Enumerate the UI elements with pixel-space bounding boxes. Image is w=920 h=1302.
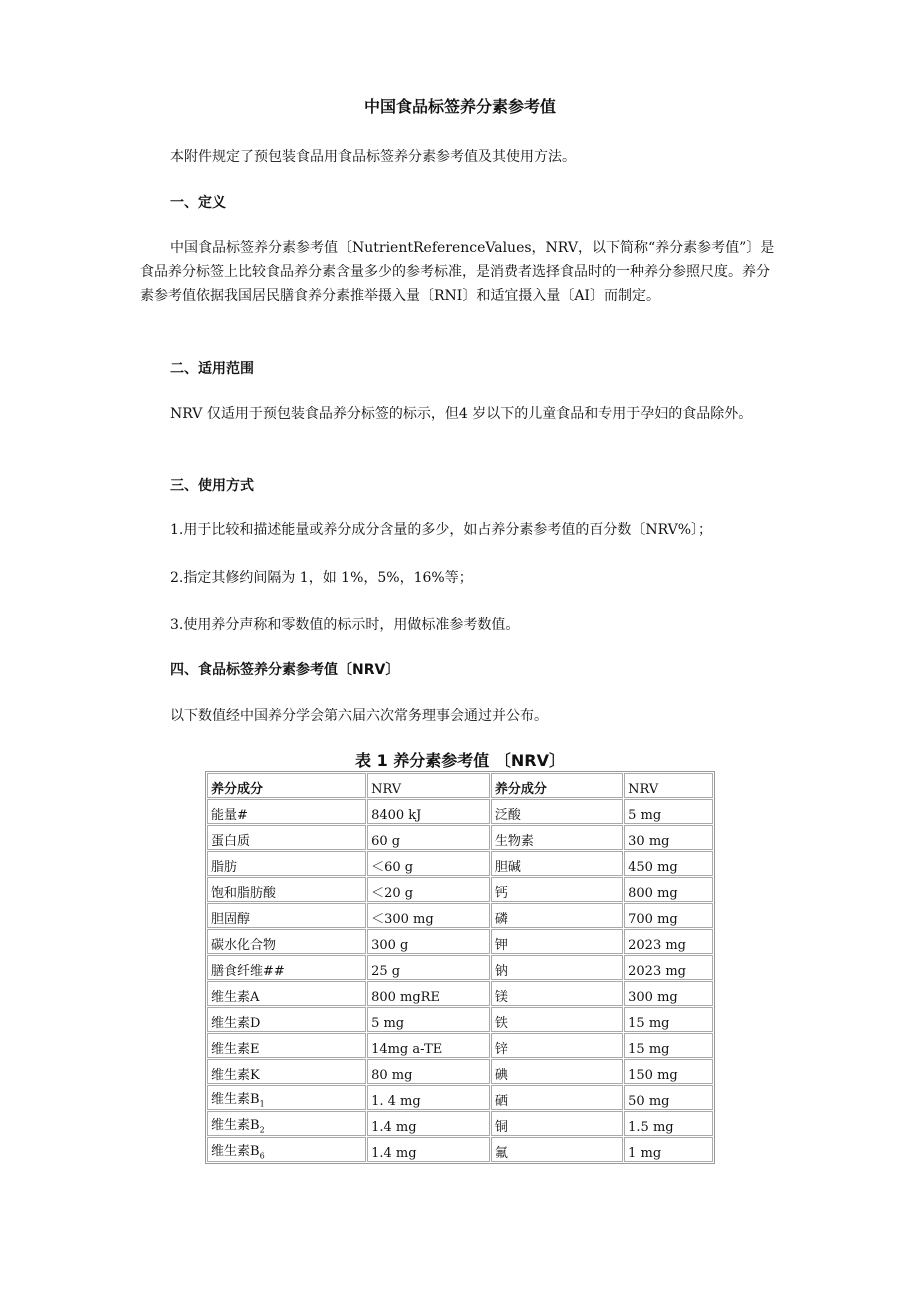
table-cell: 膳食纤维## [207,955,366,980]
table-cell [207,1137,366,1162]
table-header-row [207,773,713,798]
section-heading-usage: 三、使用方式 [170,478,254,494]
table-cell: 25 g [367,955,490,980]
table-row [207,955,713,980]
table-cell: 维生素A [207,981,366,1006]
table-cell: 饱和脂肪酸 [207,877,366,902]
table-cell: 蛋白质 [207,825,366,850]
table-cell: 800 mg [624,877,713,902]
table-row [207,929,713,954]
section-heading-nrv: 四、食品标签养分素参考值〔NRV〕 [170,662,400,678]
nrv-intro-paragraph: 以下数值经中国养分学会第六届六次常务理事会通过并公布。 [170,708,548,724]
scope-paragraph: NRV 仅适用于预包装食品养分标签的标示，但4 岁以下的儿童食品和专用于孕妇的食品除外。 [170,406,753,422]
table-cell: ＜20 g [367,877,490,902]
table-cell: 泛酸 [491,799,623,824]
table-row [207,799,713,824]
nutrient-label: 维生素B [211,1092,260,1108]
usage-item-1: 1.用于比较和描述能量或养分成分含量的多少，如占养分素参考值的百分数〔NRV%〕； [170,522,713,538]
subscript: 6 [259,1152,265,1161]
table-cell: 钙 [491,877,623,902]
table-cell [207,1111,366,1136]
table-row [207,1137,713,1162]
table-cell: 5 mg [367,1007,490,1032]
usage-item-3: 3.使用养分声称和零数值的标示时，用做标准参考数值。 [170,617,520,633]
table-cell: 硒 [491,1085,623,1110]
subscript: 1 [259,1100,265,1109]
section-heading-scope: 二、适用范围 [170,361,254,377]
table-cell: 能量# [207,799,366,824]
table-row [207,1085,713,1110]
table-cell: 维生素E [207,1033,366,1058]
table-row [207,981,713,1006]
nutrient-label: 维生素B [211,1118,260,1134]
table-row [207,1059,713,1084]
table-cell: 50 mg [624,1085,713,1110]
table-cell: 镁 [491,981,623,1006]
table-cell: 脂肪 [207,851,366,876]
table-cell: 钠 [491,955,623,980]
page-title: 中国食品标签养分素参考值 [363,97,556,116]
table-cell: 8400 kJ [367,799,490,824]
table-cell: 150 mg [624,1059,713,1084]
table-cell: 60 g [367,825,490,850]
table-cell: ＜300 mg [367,903,490,928]
table-row [207,903,713,928]
table-cell: 15 mg [624,1007,713,1032]
table-cell: 胆固醇 [207,903,366,928]
nutrient-label: 维生素B [211,1144,260,1160]
intro-paragraph: 本附件规定了预包装食品用食品标签养分素参考值及其使用方法。 [170,149,576,165]
table-cell: 1.4 mg [367,1111,490,1136]
table-cell: 14mg a-TE [367,1033,490,1058]
definition-paragraph: 中国食品标签养分素参考值〔NutrientReferenceValues，NRV，以下简称“养分素参考值”〕是食品养分标签上比较食品养分素含量多少的参考标准，是消费者选择食品时的一种养分参照尺度。养分素参考值依据我国居民膳食养分素推举摄入量〔RNI〕和适宜摄入量〔AI〕而制定。 [140,240,775,304]
table-row [207,877,713,902]
header-nutrient: 养分成分 [207,773,366,798]
table-cell: 氟 [491,1137,623,1162]
table-cell [207,1085,366,1110]
table-cell: 维生素K [207,1059,366,1084]
table-cell: 铁 [491,1007,623,1032]
table-cell: 1.4 mg [367,1137,490,1162]
header-nutrient-2: 养分成分 [491,773,623,798]
table-cell: 胆碱 [491,851,623,876]
table-cell: 铜 [491,1111,623,1136]
usage-item-2: 2.指定其修约间隔为 1，如 1%，5%，16%等； [170,570,473,586]
table-cell: 80 mg [367,1059,490,1084]
table-cell: 1. 4 mg [367,1085,490,1110]
table-cell: 2023 mg [624,929,713,954]
table-cell: 300 mg [624,981,713,1006]
table-row [207,825,713,850]
table-cell: 碳水化合物 [207,929,366,954]
table-cell: ＜60 g [367,851,490,876]
header-nrv-2: NRV [624,773,713,798]
table-cell: 800 mgRE [367,981,490,1006]
table-cell: 维生素D [207,1007,366,1032]
table-caption: 表 1 养分素参考值 〔NRV〕 [355,751,565,770]
nrv-table [205,771,715,1164]
table-cell: 生物素 [491,825,623,850]
table-cell: 5 mg [624,799,713,824]
section-heading-definition: 一、定义 [170,195,226,211]
header-nrv: NRV [367,773,490,798]
table-cell: 1.5 mg [624,1111,713,1136]
table-cell: 1 mg [624,1137,713,1162]
table-cell: 碘 [491,1059,623,1084]
table-row [207,1111,713,1136]
table-cell: 钾 [491,929,623,954]
table-cell: 15 mg [624,1033,713,1058]
table-row [207,851,713,876]
table-row [207,1033,713,1058]
table-cell: 300 g [367,929,490,954]
table-cell: 450 mg [624,851,713,876]
table-row [207,1007,713,1032]
table-cell: 锌 [491,1033,623,1058]
table-cell: 700 mg [624,903,713,928]
table-cell: 磷 [491,903,623,928]
subscript: 2 [259,1126,265,1135]
table-cell: 30 mg [624,825,713,850]
table-cell: 2023 mg [624,955,713,980]
